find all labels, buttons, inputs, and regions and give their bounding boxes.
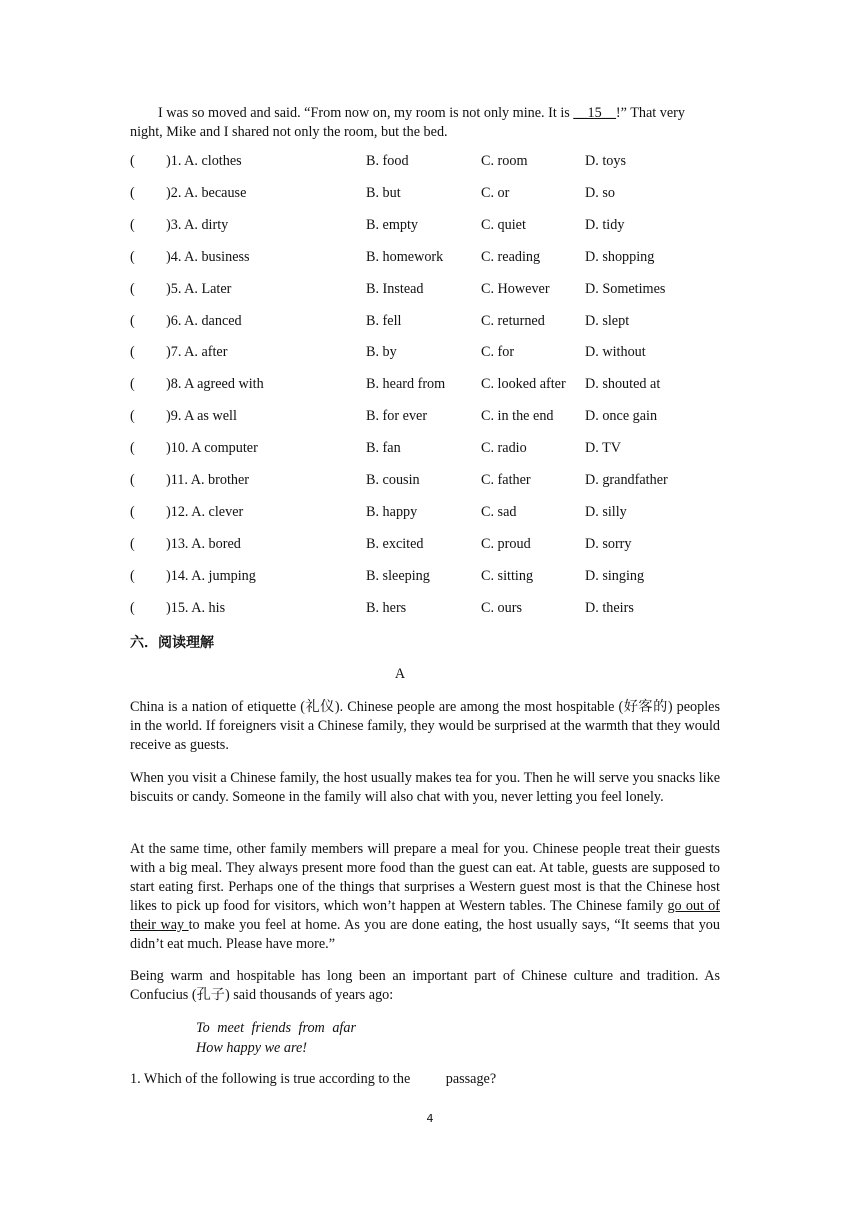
option-a: )15. A. his (166, 599, 226, 616)
intro-text: I was so moved and said. “From now on, my room is not only mine. It is (158, 105, 574, 121)
option-a: )5. A. Later (166, 280, 232, 297)
option-b: B. sleeping (366, 567, 430, 584)
option-b: B. fan (366, 440, 401, 457)
option-d: D. so (585, 184, 615, 201)
option-d: D. tidy (585, 216, 625, 233)
underlined-phrase: go out of their way (130, 898, 720, 933)
option-a: )10. A computer (166, 440, 258, 457)
blank-15: __15__ (573, 105, 616, 121)
answer-paren: ( (130, 280, 135, 297)
option-c: C. reading (481, 248, 541, 265)
answer-paren: ( (130, 153, 135, 169)
option-c: C. ours (481, 599, 522, 616)
option-b: B. by (366, 344, 397, 361)
option-c: C. looked after (481, 376, 566, 393)
option-c: C. returned (481, 312, 545, 329)
option-a: )8. A agreed with (166, 376, 264, 393)
option-c: C. sitting (481, 567, 534, 584)
answer-paren: ( (130, 376, 135, 393)
intro-line-1 (130, 104, 730, 123)
option-d: D. shopping (585, 248, 655, 265)
option-a: )2. A. because (166, 184, 247, 201)
answer-paren: ( (130, 248, 135, 265)
passage-title: A (394, 666, 406, 682)
cloze-question-row (130, 344, 730, 364)
option-a: )4. A. business (166, 248, 250, 265)
option-c: C. radio (481, 440, 527, 457)
answer-paren: ( (130, 440, 135, 457)
answer-paren: ( (130, 503, 135, 520)
cloze-question-row (130, 376, 730, 396)
option-d: D. shouted at (585, 376, 661, 393)
option-c: C. room (481, 153, 528, 169)
confucius-quote: To meet friends from afar How happy we are! (196, 1020, 356, 1056)
cloze-question-row (130, 313, 730, 333)
option-b: B. happy (366, 503, 418, 520)
option-b: B. fell (366, 312, 402, 329)
paragraph-3-text: At the same time, other family members will prepare a meal for you. Chinese people treat their guests with a big meal. They always present more food than the guest can eat. At table, guests are supposed to start eating first. Perhaps one of the things that surprises a Western guest most is that the Chinese host likes to pick up food for visitors, which won’t happen at Western tables. The Chinese family (130, 841, 720, 914)
option-d: D. grandfather (585, 472, 668, 488)
option-b: B. homework (366, 248, 444, 265)
page-number: 4 (426, 1112, 434, 1125)
cloze-question-row (130, 440, 730, 460)
option-b: B. but (366, 184, 401, 201)
option-a: )9. A as well (166, 408, 237, 425)
cloze-question-row (130, 281, 730, 301)
answer-paren: ( (130, 408, 135, 425)
option-a: )12. A. clever (166, 503, 244, 520)
option-a: )7. A. after (166, 344, 228, 361)
option-c: C. in the end (481, 408, 554, 425)
intro-line-2: night, Mike and I shared not only the room, but the bed. (130, 124, 448, 140)
passage-paragraph-4: Being warm and hospitable has long been an important part of Chinese culture and tradition. As Confucius (孔子) said thousands of years ago: (130, 968, 720, 1003)
option-a: )14. A. jumping (166, 567, 256, 584)
cloze-question-row (130, 217, 730, 237)
cloze-question-row (130, 185, 730, 205)
reading-question-1: 1. Which of the following is true according to the passage? (130, 1071, 497, 1087)
cloze-question-row (130, 153, 730, 173)
answer-paren: ( (130, 344, 135, 361)
option-b: B. heard from (366, 376, 446, 393)
option-b: B. hers (366, 599, 407, 616)
passage-paragraph-2: When you visit a Chinese family, the host usually makes tea for you. Then he will serve you snacks like biscuits or candy. Someone in the family will also chat with you, never letting you feel lonely. (130, 770, 720, 805)
option-b: B. cousin (366, 472, 420, 488)
cloze-question-row (130, 408, 730, 428)
option-d: D. silly (585, 503, 627, 520)
option-a: )13. A. bored (166, 535, 241, 552)
answer-paren: ( (130, 567, 135, 584)
cloze-passage-ending (130, 104, 730, 142)
cloze-question-row (130, 600, 730, 620)
option-c: C. quiet (481, 216, 526, 233)
option-c: C. for (481, 344, 515, 361)
cloze-question-row (130, 504, 730, 524)
option-d: D. Sometimes (585, 280, 666, 297)
option-d: D. toys (585, 153, 626, 169)
option-d: D. singing (585, 567, 645, 584)
option-d: D. theirs (585, 599, 634, 616)
passage-paragraph-3 (130, 840, 720, 954)
option-b: B. empty (366, 216, 419, 233)
option-d: D. slept (585, 312, 630, 329)
answer-paren: ( (130, 599, 135, 616)
answer-paren: ( (130, 216, 135, 233)
section-heading: 六．阅读理解 (130, 635, 214, 651)
option-a: )1. A. clothes (166, 153, 242, 169)
intro-text-end: !” That very (615, 105, 685, 121)
cloze-question-row (130, 472, 730, 492)
cloze-question-row (130, 536, 730, 556)
cloze-question-row (130, 568, 730, 588)
option-b: B. excited (366, 535, 424, 552)
option-c: C. proud (481, 535, 531, 552)
option-a: )11. A. brother (166, 472, 250, 488)
option-a: )6. A. danced (166, 312, 242, 329)
answer-paren: ( (130, 184, 135, 201)
option-d: D. sorry (585, 535, 632, 552)
option-c: C. father (481, 472, 531, 488)
option-c: C. sad (481, 503, 517, 520)
option-d: D. without (585, 344, 646, 361)
answer-paren: ( (130, 472, 135, 488)
option-b: B. Instead (366, 280, 424, 297)
option-c: C. or (481, 184, 510, 201)
option-c: C. However (481, 280, 550, 297)
passage-paragraph-1: China is a nation of etiquette (礼仪). Chinese people are among the most hospitable (好客的) peoples in the world. If foreigners visit a Chinese family, they would be surprised at the warmth that they would receive as guests. (130, 699, 720, 753)
answer-paren: ( (130, 312, 135, 329)
option-a: )3. A. dirty (166, 216, 229, 233)
cloze-question-row (130, 249, 730, 269)
option-d: D. once gain (585, 408, 658, 425)
option-d: D. TV (585, 440, 621, 457)
paragraph-3-text-end: to make you feel at home. As you are done eating, the host usually says, “It seems that you didn’t eat much. Please have more.” (130, 917, 720, 952)
option-b: B. for ever (366, 408, 428, 425)
answer-paren: ( (130, 535, 135, 552)
option-b: B. food (366, 153, 409, 169)
